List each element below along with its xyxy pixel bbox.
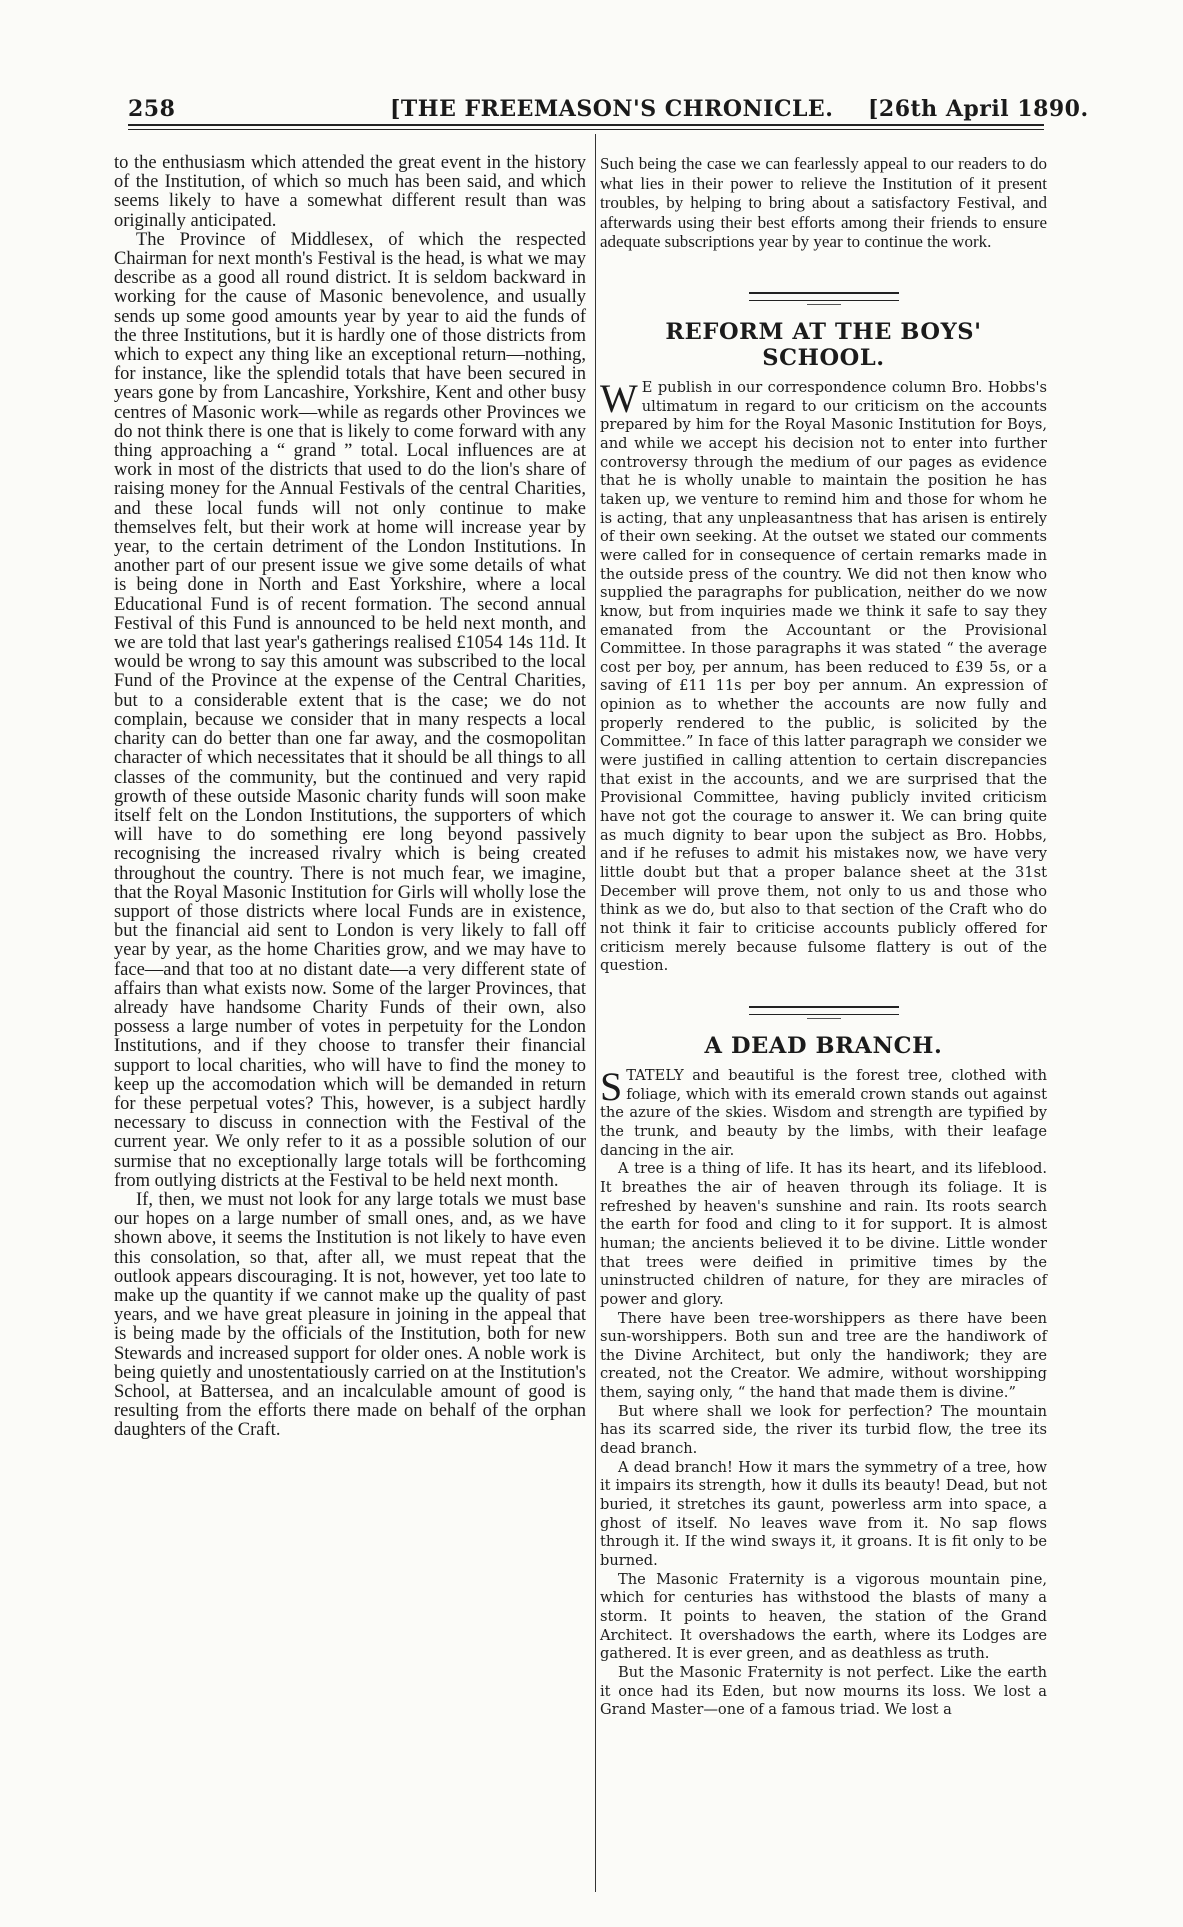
header-rule-thin	[128, 129, 1044, 130]
page-header	[128, 96, 1089, 126]
article-paragraph: A dead branch! How it mars the symmetry of a tree, how it impairs its strength, how it dulls its beauty! Dead, but not buried, it stretches its gaunt, powerless arm into space, a ghost of itself. No leaves wave from it. No sap flows through it. If the wind sways it, it groans. It is fit only to be burned.	[600, 1458, 1047, 1570]
page-number: 258	[128, 96, 176, 122]
section-separator	[749, 292, 899, 301]
left-paragraph-1: to the enthusiasm which attended the great event in the history of the Institution, of which so much has been said, and which seems likely to have a somewhat different result than was originally anticipated.	[114, 153, 586, 231]
drop-cap: W	[600, 375, 638, 421]
article-paragraph	[600, 375, 1047, 976]
right-intro-paragraph: Such being the case we can fearlessly appeal to our readers to do what lies in their power to relieve the Institution of it present troubles, by helping to bring about a satisfactory Festival, and afterwards using their best efforts among their friends to ensure adequate subscriptions year by year to continue the work.	[600, 154, 1047, 252]
article-paragraph: But where shall we look for perfection? The mountain has its scarred side, the river its turbid flow, the tree its dead branch.	[600, 1402, 1047, 1458]
article-heading-reform: REFORM AT THE BOYS' SCHOOL.	[665, 318, 982, 371]
issue-date: [26th April 1890.	[868, 96, 1089, 122]
column-divider	[595, 134, 596, 1892]
header-rule	[128, 124, 1044, 126]
article-paragraph: But the Masonic Fraternity is not perfect. Like the earth it once had its Eden, but now mourns its loss. We lost a Grand Master—one of a famous triad. We lost a	[600, 1663, 1047, 1719]
article-paragraph	[600, 1063, 1047, 1160]
article-paragraph: There have been tree-worshippers as there have been sun-worshippers. Both sun and tree are the handiwork of the Divine Architect, but only the handiwork; they are created, not the Creator. We admire, without worshipping them, saying only, “ the hand that made them is divine.”	[600, 1309, 1047, 1402]
article-text: TATELY and beautiful is the forest tree, clothed with foliage, which with its emerald crown stands out against the azure of the skies. Wisdom and strength are typified by the trunk, and beauty by the limbs, with their leafage dancing in the air.	[600, 1066, 1047, 1159]
left-paragraph-2: The Province of Middlesex, of which the respected Chairman for next month's Festival is the head, is what we may describe as a good all round district. It is seldom backward in working for the cause of Masonic benevolence, and usually sends up some good amounts year by year to aid the funds of the three Institutions, but it is hardly one of those districts from which to expect any thing like an exceptional return—nothing, for instance, like the splendid totals that have been secured in years gone by from Lancashire, Yorkshire, Kent and other busy centres of Masonic work—while as regards other Provinces we do not think there is one that is likely to come forward with any thing approaching a “ grand ” total. Local influences are at work in most of the districts that used to do the lion's share of raising money for the Annual Festivals of the central Charities, and these local funds will not only continue to make themselves felt, but their work at home will increase year by year, to the certain detriment of the London Institutions. In another part of our present issue we give some details of what is being done in North and East Yorkshire, where a local Educational Fund is of recent formation. The second annual Festival of this Fund is announced to be held next month, and we are told that last year's gatherings realised £1054 14s 11d. It would be wrong to say this amount was subscribed to the local Fund of the Province at the expense of the Central Charities, but to a considerable extent that is the case; we do not complain, because we consider that in many respects a local charity can do better than one far away, and the cosmopolitan character of which necessitates that it should be all things to all classes of the community, but the continued and very rapid growth of these outside Masonic charity funds will soon make itself felt on the London Institutions, the supporters of which will have to do something ere long beyond passively recognising the increased rivalry which is being created throughout the country. There is not much fear, we imagine, that the Royal Masonic Institution for Girls will wholly lose the support of those districts where local Funds are in existence, but the financial aid sent to London is very likely to fall off year by year, as the home Charities grow, and we may have to face—and that too at no distant date—a very different state of affairs than what exists now. Some of the larger Provinces, that already have handsome Charity Funds of their own, also possess a large number of votes in perpetuity for the London Institutions, and if they choose to transfer their financial support to local charities, who will have to find the money to keep up the accomodation which will be demanded in return for these perpetual votes? This, however, is a subject hardly necessary to discuss in connection with the Festival of the current year. We only refer to it as a possible solution of our surmise that no exceptionally large totals will be forthcoming from outlying districts at the Festival to be held next month.	[114, 229, 586, 1191]
drop-cap: S	[600, 1063, 623, 1109]
article-paragraph: A tree is a thing of life. It has its heart, and its lifeblood. It breathes the air of heaven through its foliage. It is refreshed by heaven's sunshine and rain. Its roots search the earth for food and cling to it for support. It is almost human; the ancients believed it to be divine. Little wonder that trees were deified in primitive times by the uninstructed children of nature, for they are miracles of power and glory.	[600, 1160, 1047, 1308]
section-separator	[749, 1006, 899, 1015]
left-paragraph-3: If, then, we must not look for any large totals we must base our hopes on a large number of small ones, and, as we have shown above, it seems the Institution is not likely to have even this consolation, so that, after all, we must repeat that the outlook appears discouraging. It is not, however, yet too late to make up the quantity if we cannot make up the quality of past years, and we have great pleasure in joining in the appeal that is being made by the officials of the Institution, both for new Stewards and increased support for older ones. A noble work is being quietly and unostentatiously carried on at the Institution's School, at Battersea, and an incalculable amount of good is resulting from the efforts there made on behalf of the orphan daughters of the Craft.	[114, 1189, 586, 1441]
left-column	[114, 154, 586, 1441]
article-heading-dead-branch: A DEAD BRANCH.	[704, 1032, 943, 1059]
right-column	[600, 154, 1047, 1720]
article-paragraph: The Masonic Fraternity is a vigorous mountain pine, which for centuries has withstood the blasts of many a storm. It points to heaven, the station of the Grand Architect. It overshadows the earth, where its Lodges are gathered. It is ever green, and as deathless as truth.	[600, 1570, 1047, 1663]
publication-title: [THE FREEMASON'S CHRONICLE.	[390, 96, 834, 122]
article-body-dead-branch	[600, 1063, 1047, 1720]
article-body-reform	[600, 375, 1047, 976]
article-text: E publish in our correspondence column Bro. Hobbs's ultimatum in regard to our criticism on the accounts prepared by him for the Royal Masonic Institution for Boys, and while we accept his decision not to enter into further controversy through the medium of our pages as evidence that he is wholly unable to maintain the position he has taken up, we venture to remind him and those for whom he is acting, that any unpleasantness that has arisen is entirely of their own seeking. At the outset we stated our comments were called for in consequence of certain remarks made in the outside press of the country. We did not then know who supplied the paragraphs for publication, neither do we now know, but from inquiries made we think it safe to say they emanated from the Accountant or the Provisional Committee. In those paragraphs it was stated “ the average cost per boy, per annum, has been reduced to £39 5s, or a saving of £11 11s per boy per annum. An expression of opinion as to whether the accounts are now fully and properly rendered to the public, is solicited by the Committee.” In face of this latter paragraph we consider we were justified in calling attention to certain discrepancies that exist in the accounts, and we are surprised that the Provisional Committee, having publicly invited criticism have not got the courage to answer it. We can bring quite as much dignity to bear upon the subject as Bro. Hobbs, and if he refuses to admit his mistakes now, we have very little doubt but that a proper balance sheet at the 31st December will prove them, not only to us and those who think as we do, but also to that section of the Craft who do not think it fair to criticise accounts publicly offered for criticism merely because fulsome flattery is out of the question.	[600, 378, 1047, 975]
